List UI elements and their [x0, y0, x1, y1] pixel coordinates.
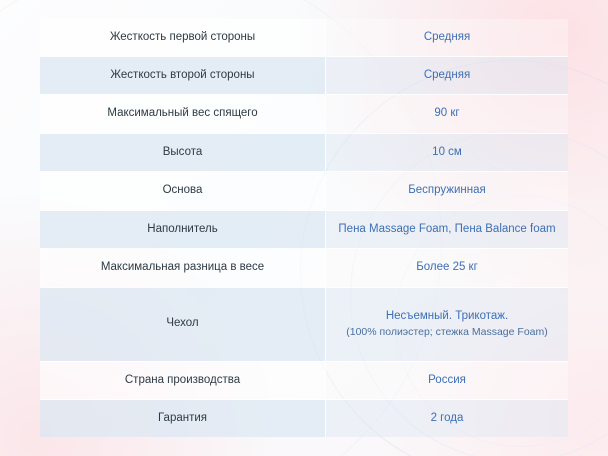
spec-value-main: Несъемный. Трикотаж.	[385, 309, 509, 322]
spec-label: Наполнитель	[40, 210, 326, 248]
spec-value: Беспружинная	[326, 172, 569, 210]
spec-label: Максимальный вес спящего	[40, 95, 326, 133]
spec-label: Чехол	[40, 287, 326, 361]
spec-label: Высота	[40, 133, 326, 171]
table-row	[40, 249, 568, 287]
table-row	[40, 56, 568, 94]
spec-label: Гарантия	[40, 400, 326, 437]
table-row	[40, 19, 568, 56]
spec-value: Более 25 кг	[326, 249, 569, 287]
table-row	[40, 133, 568, 171]
table-row	[40, 210, 568, 248]
spec-value: Средняя	[326, 56, 569, 94]
spec-value: Россия	[326, 361, 569, 399]
spec-label: Максимальная разница в весе	[40, 249, 326, 287]
spec-label: Страна производства	[40, 361, 326, 399]
spec-table	[40, 19, 568, 437]
table-row	[40, 361, 568, 399]
spec-value: Средняя	[326, 19, 569, 56]
spec-table-wrapper	[40, 19, 568, 437]
spec-value-sub: (100% полиэстер; стежка Massage Foam)	[346, 326, 548, 339]
spec-value: 10 см	[326, 133, 569, 171]
table-row	[40, 172, 568, 210]
spec-value: Пена Massage Foam, Пена Balance foam	[326, 210, 569, 248]
spec-value: 90 кг	[326, 95, 569, 133]
spec-label: Жесткость первой стороны	[40, 19, 326, 56]
spec-value: 2 года	[326, 400, 569, 437]
table-row	[40, 95, 568, 133]
spec-value	[326, 287, 569, 361]
table-row	[40, 400, 568, 437]
table-row	[40, 287, 568, 361]
spec-label: Основа	[40, 172, 326, 210]
spec-label: Жесткость второй стороны	[40, 56, 326, 94]
